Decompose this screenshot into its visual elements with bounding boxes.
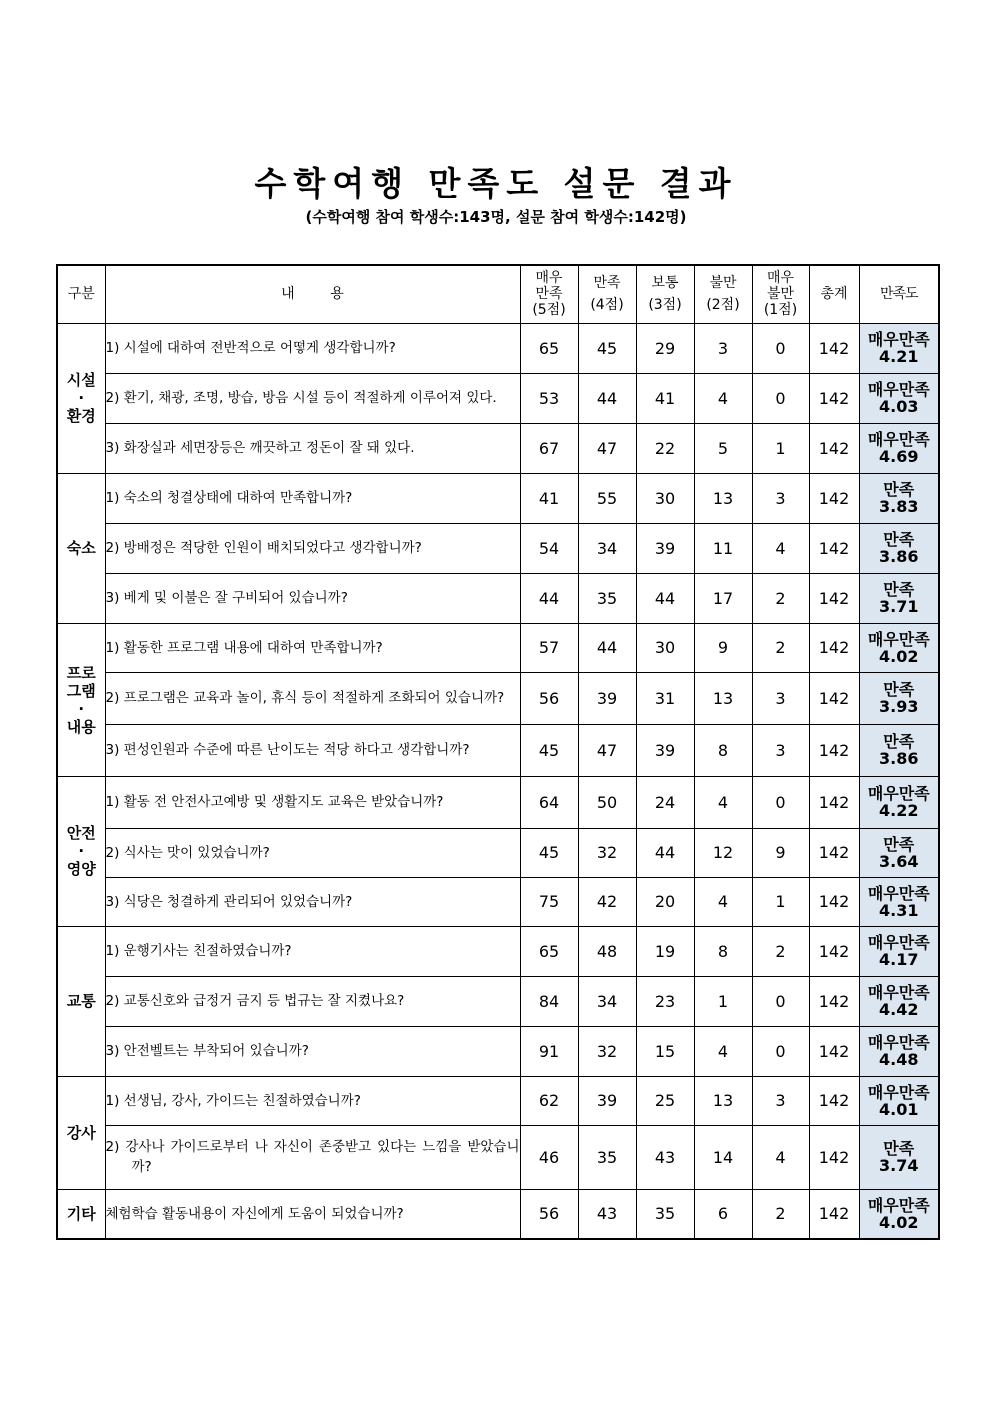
result-cell: [859, 672, 939, 724]
count-cell: 2: [752, 1189, 809, 1239]
count-cell: 57: [520, 623, 578, 672]
count-cell: 3: [752, 724, 809, 776]
count-cell: 34: [578, 523, 636, 573]
result-score: 4.48: [879, 1050, 919, 1069]
count-cell: 17: [694, 573, 752, 623]
table-row: [57, 623, 939, 672]
question-text: 2) 환기, 채광, 조명, 방습, 방음 시설 등이 적절하게 이루어져 있다.: [105, 390, 497, 406]
question-cell: [105, 976, 520, 1026]
count-cell: 0: [752, 323, 809, 373]
count-cell: 84: [520, 976, 578, 1026]
count-cell: 35: [578, 1125, 636, 1189]
question-text: 2) 교통신호와 급정거 금지 등 법규는 잘 지켰나요?: [105, 993, 405, 1009]
result-cell: [859, 1189, 939, 1239]
result-score: 3.86: [879, 547, 919, 566]
result-cell: [859, 1125, 939, 1189]
count-cell: 3: [752, 672, 809, 724]
category-cell: [57, 926, 105, 1076]
count-cell: 9: [752, 828, 809, 877]
count-cell: 20: [636, 877, 694, 926]
count-cell: 0: [752, 1026, 809, 1076]
count-cell: 25: [636, 1076, 694, 1125]
count-cell: 2: [752, 623, 809, 672]
category-cell: [57, 776, 105, 926]
count-cell: 44: [578, 373, 636, 423]
count-cell: 39: [636, 523, 694, 573]
result-cell: [859, 1076, 939, 1125]
total-cell: 142: [809, 776, 859, 828]
question-cell: [105, 724, 520, 776]
question-cell: [105, 423, 520, 473]
count-cell: 4: [694, 877, 752, 926]
question-cell: [105, 877, 520, 926]
count-cell: 13: [694, 1076, 752, 1125]
result-score: 3.86: [879, 749, 919, 768]
question-cell: [105, 1189, 520, 1239]
count-cell: 39: [578, 672, 636, 724]
category-cell: [57, 473, 105, 623]
header-very-satisfied: [520, 265, 578, 323]
category-cell: [57, 323, 105, 473]
result-label: 매우만족: [867, 983, 930, 1002]
table-row: [57, 926, 939, 976]
category-label: 기타: [66, 1204, 96, 1223]
question-text: 체험학습 활동내용이 자신에게 도움이 되었습니까?: [105, 1205, 404, 1222]
count-cell: 45: [578, 323, 636, 373]
count-cell: 35: [636, 1189, 694, 1239]
count-cell: 30: [636, 473, 694, 523]
result-score: 3.71: [879, 597, 919, 616]
category-label: 강사: [66, 1123, 96, 1142]
result-cell: [859, 323, 939, 373]
result-cell: [859, 1026, 939, 1076]
count-cell: 46: [520, 1125, 578, 1189]
total-cell: 142: [809, 523, 859, 573]
count-cell: 55: [578, 473, 636, 523]
count-cell: 30: [636, 623, 694, 672]
table-row: [57, 1189, 939, 1239]
count-cell: 41: [636, 373, 694, 423]
result-score: 4.31: [879, 900, 919, 920]
category-label: 내용: [66, 717, 96, 736]
result-label: 매우만족: [867, 883, 930, 903]
table-row: [57, 776, 939, 828]
count-cell: 64: [520, 776, 578, 828]
count-cell: 56: [520, 672, 578, 724]
total-cell: 142: [809, 473, 859, 523]
question-text: 3) 식당은 청결하게 관리되어 있었습니까?: [105, 893, 353, 910]
total-cell: 142: [809, 976, 859, 1026]
category-label: ·: [78, 699, 85, 718]
count-cell: 45: [520, 724, 578, 776]
count-cell: 44: [578, 623, 636, 672]
header-total: 총계: [809, 265, 859, 323]
count-cell: 2: [752, 573, 809, 623]
category-label: 교통: [66, 992, 96, 1010]
table-row: [57, 1076, 939, 1125]
count-cell: 0: [752, 976, 809, 1026]
header-text: 만족: [593, 275, 621, 292]
count-cell: 12: [694, 828, 752, 877]
question-cell: [105, 1026, 520, 1076]
result-label: 만족: [883, 732, 915, 751]
question-text: 3) 화장실과 세면장등은 깨끗하고 정돈이 잘 돼 있다.: [105, 440, 415, 456]
count-cell: 4: [694, 1026, 752, 1076]
header-text: (3점): [648, 297, 682, 314]
result-label: 매우만족: [867, 629, 930, 649]
count-cell: 24: [636, 776, 694, 828]
count-cell: 62: [520, 1076, 578, 1125]
question-cell: [105, 623, 520, 672]
count-cell: 47: [578, 423, 636, 473]
page-title: 수학여행 만족도 설문 결과: [254, 164, 738, 203]
table-row: [57, 1125, 939, 1189]
header-text: 보통: [651, 275, 679, 292]
result-cell: [859, 724, 939, 776]
count-cell: 1: [752, 877, 809, 926]
question-cell: [105, 523, 520, 573]
total-cell: 142: [809, 423, 859, 473]
count-cell: 15: [636, 1026, 694, 1076]
table-row: [57, 423, 939, 473]
question-text: 3) 안전벨트는 부착되어 있습니까?: [105, 1043, 309, 1059]
count-cell: 45: [520, 828, 578, 877]
result-label: 매우만족: [867, 933, 930, 952]
header-category: 구분: [57, 265, 105, 323]
question-cell: [105, 828, 520, 877]
count-cell: 6: [694, 1189, 752, 1239]
total-cell: 142: [809, 724, 859, 776]
total-cell: 142: [809, 828, 859, 877]
category-label: 안전: [66, 824, 96, 842]
result-cell: [859, 523, 939, 573]
count-cell: 1: [752, 423, 809, 473]
count-cell: 50: [578, 776, 636, 828]
header-text: 매우: [535, 270, 563, 287]
result-label: 만족: [883, 834, 915, 854]
count-cell: 32: [578, 828, 636, 877]
survey-table: [56, 264, 940, 1240]
header-very-dissatisfied: [752, 265, 809, 323]
total-cell: 142: [809, 1026, 859, 1076]
question-text: 1) 운행기사는 친절하였습니까?: [105, 943, 292, 959]
count-cell: 35: [578, 573, 636, 623]
count-cell: 4: [752, 523, 809, 573]
count-cell: 3: [752, 1076, 809, 1125]
count-cell: 4: [694, 373, 752, 423]
header-text: 만족: [535, 286, 563, 303]
result-score: 4.01: [879, 1099, 919, 1119]
category-label: 프로: [66, 663, 96, 682]
count-cell: 0: [752, 373, 809, 423]
result-cell: [859, 373, 939, 423]
total-cell: 142: [809, 573, 859, 623]
count-cell: 1: [694, 976, 752, 1026]
count-cell: 4: [694, 776, 752, 828]
result-score: 3.83: [879, 497, 919, 516]
count-cell: 23: [636, 976, 694, 1026]
table-row: [57, 672, 939, 724]
result-label: 만족: [883, 1139, 915, 1158]
total-cell: 142: [809, 373, 859, 423]
count-cell: 56: [520, 1189, 578, 1239]
result-score: 4.17: [879, 950, 919, 969]
category-label: 시설: [66, 371, 96, 389]
category-label: 영양: [66, 860, 96, 878]
question-text: 2) 방배정은 적당한 인원이 배치되었다고 생각합니까?: [105, 540, 422, 556]
count-cell: 22: [636, 423, 694, 473]
result-score: 3.64: [879, 851, 919, 871]
category-label: ·: [78, 842, 85, 860]
question-cell: [105, 672, 520, 724]
result-label: 만족: [883, 680, 915, 699]
count-cell: 9: [694, 623, 752, 672]
result-cell: [859, 473, 939, 523]
count-cell: 44: [520, 573, 578, 623]
total-cell: 142: [809, 672, 859, 724]
header-text: (1점): [763, 302, 798, 319]
count-cell: 43: [578, 1189, 636, 1239]
total-cell: 142: [809, 1189, 859, 1239]
result-label: 매우만족: [867, 430, 930, 449]
total-cell: 142: [809, 323, 859, 373]
count-cell: 48: [578, 926, 636, 976]
total-cell: 142: [809, 877, 859, 926]
count-cell: 8: [694, 724, 752, 776]
header-text: (5점): [532, 302, 566, 319]
question-text: 2) 프로그램은 교육과 놀이, 휴식 등이 적절하게 조화되어 있습니까?: [105, 690, 505, 706]
result-label: 매우만족: [867, 1033, 930, 1052]
total-cell: 142: [809, 623, 859, 672]
table-row: [57, 373, 939, 423]
result-cell: [859, 776, 939, 828]
question-cell: [105, 1125, 520, 1189]
result-label: 만족: [883, 480, 915, 499]
header-text: (2점): [706, 297, 740, 314]
result-label: 매우만족: [867, 1082, 930, 1102]
category-label: 그램: [66, 681, 96, 700]
result-cell: [859, 926, 939, 976]
question-cell: [105, 373, 520, 423]
question-text: 1) 시설에 대하여 전반적으로 어떻게 생각합니까?: [105, 340, 396, 356]
survey-body: [57, 323, 939, 1239]
count-cell: 5: [694, 423, 752, 473]
question-cell: [105, 473, 520, 523]
count-cell: 11: [694, 523, 752, 573]
count-cell: 42: [578, 877, 636, 926]
question-text: 2) 식사는 맛이 있었습니까?: [105, 844, 270, 861]
header-neutral: [636, 265, 694, 323]
count-cell: 67: [520, 423, 578, 473]
category-label: ·: [78, 389, 85, 407]
count-cell: 13: [694, 672, 752, 724]
header-text: 매우: [766, 270, 795, 287]
result-label: 매우만족: [867, 784, 930, 803]
result-score: 4.42: [879, 1000, 919, 1019]
count-cell: 2: [752, 926, 809, 976]
question-cell: [105, 776, 520, 828]
table-row: [57, 473, 939, 523]
question-cell: [105, 573, 520, 623]
question-cell: [105, 323, 520, 373]
count-cell: 75: [520, 877, 578, 926]
question-text: 3) 베게 및 이불은 잘 구비되어 있습니까?: [105, 590, 348, 606]
header-row: [57, 265, 939, 323]
total-cell: 142: [809, 926, 859, 976]
count-cell: 31: [636, 672, 694, 724]
result-score: 4.02: [879, 646, 919, 666]
header-result: 만족도: [859, 265, 939, 323]
result-score: 4.03: [879, 397, 919, 416]
count-cell: 65: [520, 926, 578, 976]
count-cell: 65: [520, 323, 578, 373]
count-cell: 0: [752, 776, 809, 828]
result-score: 3.74: [879, 1156, 919, 1175]
count-cell: 53: [520, 373, 578, 423]
question-cell: [105, 1076, 520, 1125]
result-label: 매우만족: [867, 1195, 930, 1215]
count-cell: 14: [694, 1125, 752, 1189]
question-cell: [105, 926, 520, 976]
count-cell: 41: [520, 473, 578, 523]
result-cell: [859, 623, 939, 672]
header-dissatisfied: [694, 265, 752, 323]
table-row: [57, 877, 939, 926]
result-cell: [859, 877, 939, 926]
result-score: 3.93: [879, 697, 919, 716]
question-text: 2) 강사나 가이드로부터 나 자신이 존중받고 있다는 느낌을 받았습니까?: [105, 1139, 520, 1175]
result-score: 4.02: [879, 1212, 919, 1232]
table-row: [57, 323, 939, 373]
count-cell: 34: [578, 976, 636, 1026]
count-cell: 91: [520, 1026, 578, 1076]
count-cell: 32: [578, 1026, 636, 1076]
category-label: 숙소: [66, 539, 96, 557]
result-label: 매우만족: [867, 330, 930, 349]
question-text: 1) 활동 전 안전사고예방 및 생활지도 교육은 받았습니까?: [105, 794, 444, 810]
result-cell: [859, 828, 939, 877]
result-cell: [859, 573, 939, 623]
count-cell: 8: [694, 926, 752, 976]
question-text: 1) 선생님, 강사, 가이드는 친절하였습니까?: [105, 1092, 361, 1109]
count-cell: 3: [752, 473, 809, 523]
result-cell: [859, 976, 939, 1026]
header-text: (4점): [590, 297, 624, 314]
result-cell: [859, 423, 939, 473]
header-text: 불만: [766, 286, 795, 303]
question-text: 1) 활동한 프로그램 내용에 대하여 만족합니까?: [105, 639, 383, 656]
table-row: [57, 724, 939, 776]
header-satisfied: [578, 265, 636, 323]
table-row: [57, 523, 939, 573]
count-cell: 29: [636, 323, 694, 373]
count-cell: 39: [636, 724, 694, 776]
result-label: 만족: [883, 530, 915, 549]
question-text: 3) 편성인원과 수준에 따른 난이도는 적당 하다고 생각합니까?: [105, 742, 470, 758]
count-cell: 4: [752, 1125, 809, 1189]
category-cell: [57, 623, 105, 776]
category-label: 환경: [66, 407, 96, 425]
table-row: [57, 828, 939, 877]
result-label: 매우만족: [867, 380, 930, 399]
question-text: 1) 숙소의 청결상태에 대하여 만족합니까?: [105, 490, 353, 506]
table-row: [57, 573, 939, 623]
category-cell: [57, 1076, 105, 1189]
result-label: 만족: [883, 580, 915, 599]
count-cell: 3: [694, 323, 752, 373]
count-cell: 54: [520, 523, 578, 573]
header-text: 불만: [709, 275, 737, 292]
header-content: 내 용: [105, 265, 520, 323]
total-cell: 142: [809, 1125, 859, 1189]
result-score: 4.22: [879, 801, 919, 820]
table-row: [57, 976, 939, 1026]
count-cell: 43: [636, 1125, 694, 1189]
table-row: [57, 1026, 939, 1076]
total-cell: 142: [809, 1076, 859, 1125]
count-cell: 39: [578, 1076, 636, 1125]
result-score: 4.69: [879, 447, 919, 466]
category-cell: [57, 1189, 105, 1239]
count-cell: 44: [636, 828, 694, 877]
page-subtitle: (수학여행 참여 학생수:143명, 설문 참여 학생수:142명): [305, 208, 687, 226]
count-cell: 44: [636, 573, 694, 623]
result-score: 4.21: [879, 347, 919, 366]
count-cell: 13: [694, 473, 752, 523]
count-cell: 19: [636, 926, 694, 976]
count-cell: 47: [578, 724, 636, 776]
